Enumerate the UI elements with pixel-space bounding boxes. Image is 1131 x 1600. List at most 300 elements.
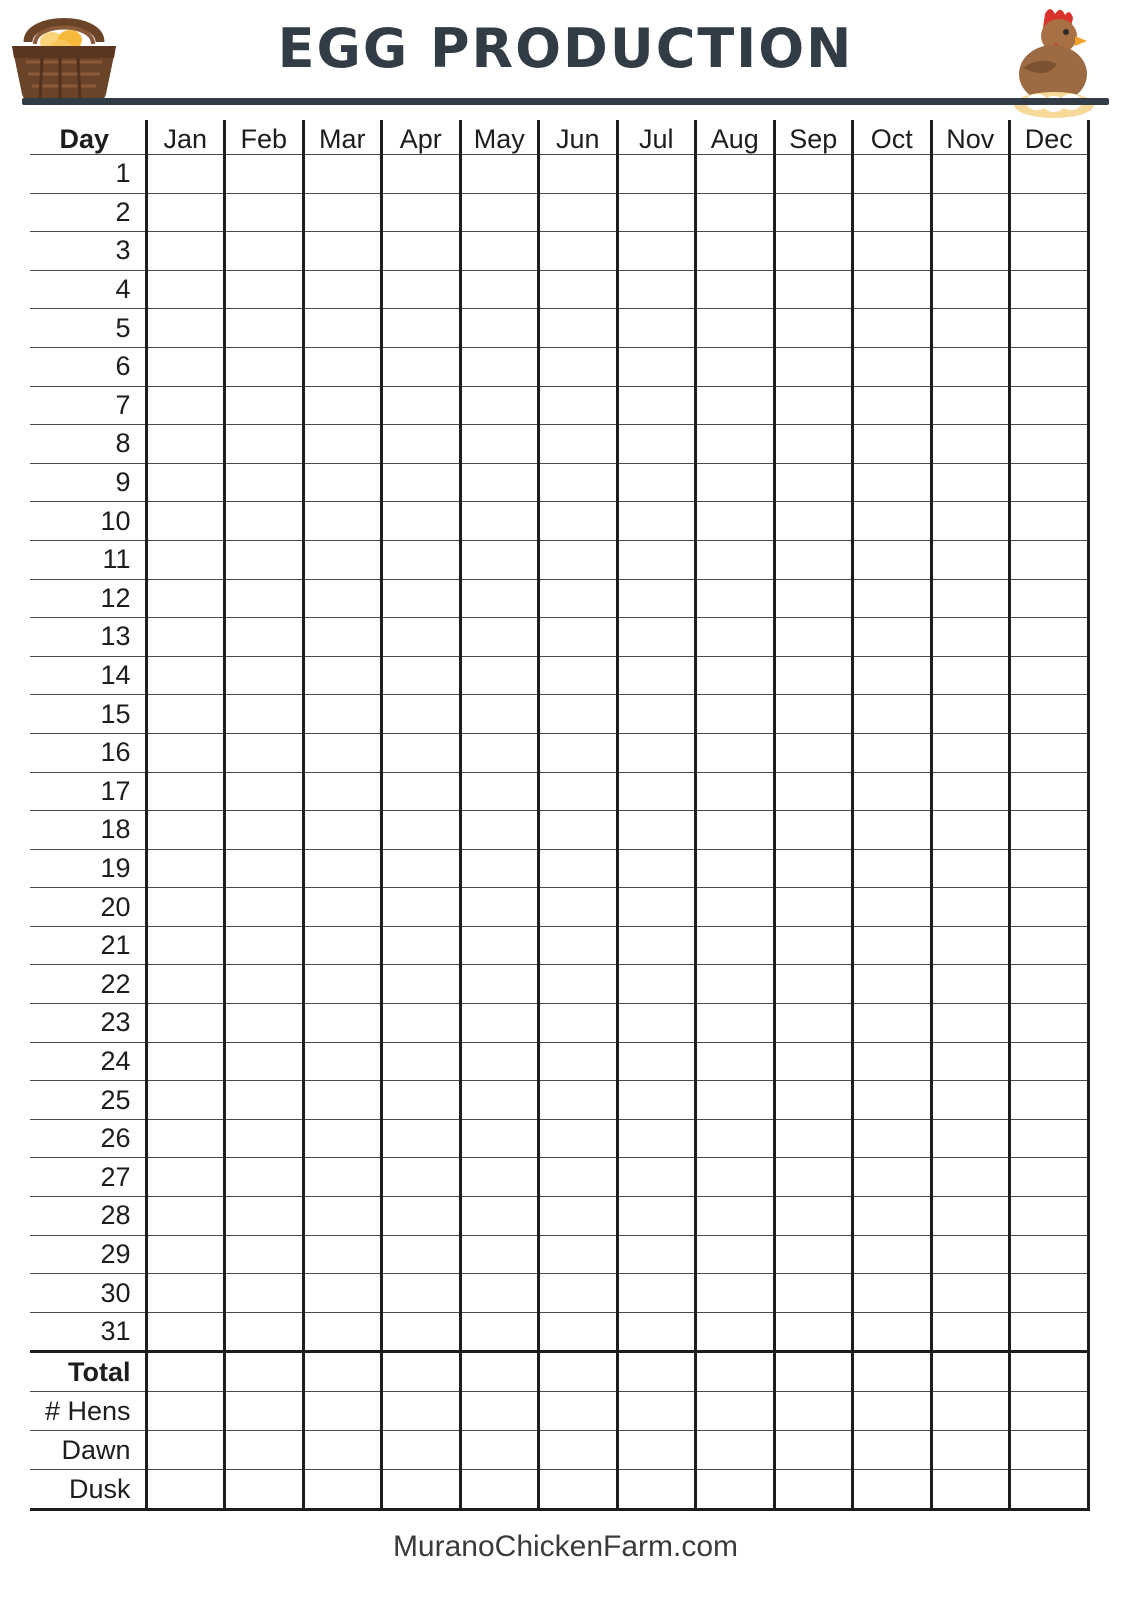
entry-cell-total-mar[interactable] bbox=[303, 1352, 382, 1392]
entry-cell-day-19-mar[interactable] bbox=[303, 849, 382, 888]
entry-cell-day-19-jul[interactable] bbox=[617, 849, 696, 888]
entry-cell-dawn-oct[interactable] bbox=[853, 1431, 932, 1470]
entry-cell-day-4-jun[interactable] bbox=[539, 270, 618, 309]
entry-cell-day-29-jul[interactable] bbox=[617, 1235, 696, 1274]
entry-cell-day-4-oct[interactable] bbox=[853, 270, 932, 309]
entry-cell-day-28-dec[interactable] bbox=[1010, 1197, 1089, 1236]
entry-cell-dusk-oct[interactable] bbox=[853, 1470, 932, 1510]
entry-cell-day-19-nov[interactable] bbox=[931, 849, 1010, 888]
entry-cell-day-12-feb[interactable] bbox=[225, 579, 304, 618]
entry-cell-day-27-mar[interactable] bbox=[303, 1158, 382, 1197]
entry-cell-dawn-jan[interactable] bbox=[146, 1431, 225, 1470]
entry-cell-day-25-oct[interactable] bbox=[853, 1081, 932, 1120]
entry-cell-day-23-sep[interactable] bbox=[774, 1004, 853, 1043]
entry-cell-day-12-apr[interactable] bbox=[382, 579, 461, 618]
entry-cell-day-7-apr[interactable] bbox=[382, 386, 461, 425]
entry-cell-day-30-nov[interactable] bbox=[931, 1274, 1010, 1313]
entry-cell-day-24-nov[interactable] bbox=[931, 1042, 1010, 1081]
entry-cell-day-8-jan[interactable] bbox=[146, 425, 225, 464]
entry-cell-day-19-jan[interactable] bbox=[146, 849, 225, 888]
entry-cell-total-nov[interactable] bbox=[931, 1352, 1010, 1392]
entry-cell-day-1-nov[interactable] bbox=[931, 155, 1010, 194]
entry-cell-day-16-jan[interactable] bbox=[146, 733, 225, 772]
entry-cell-day-27-aug[interactable] bbox=[696, 1158, 775, 1197]
entry-cell-day-9-aug[interactable] bbox=[696, 463, 775, 502]
entry-cell-day-24-may[interactable] bbox=[460, 1042, 539, 1081]
entry-cell-day-18-dec[interactable] bbox=[1010, 811, 1089, 850]
entry-cell-day-3-jun[interactable] bbox=[539, 232, 618, 271]
entry-cell-day-20-dec[interactable] bbox=[1010, 888, 1089, 927]
entry-cell-day-1-jul[interactable] bbox=[617, 155, 696, 194]
entry-cell-day-26-nov[interactable] bbox=[931, 1119, 1010, 1158]
entry-cell-day-4-may[interactable] bbox=[460, 270, 539, 309]
entry-cell-day-7-mar[interactable] bbox=[303, 386, 382, 425]
entry-cell-day-30-jul[interactable] bbox=[617, 1274, 696, 1313]
entry-cell-day-25-feb[interactable] bbox=[225, 1081, 304, 1120]
entry-cell-day-3-dec[interactable] bbox=[1010, 232, 1089, 271]
entry-cell-day-13-jul[interactable] bbox=[617, 618, 696, 657]
entry-cell-day-25-mar[interactable] bbox=[303, 1081, 382, 1120]
entry-cell-day-28-sep[interactable] bbox=[774, 1197, 853, 1236]
entry-cell-day-23-aug[interactable] bbox=[696, 1004, 775, 1043]
entry-cell-day-9-apr[interactable] bbox=[382, 463, 461, 502]
entry-cell-day-10-mar[interactable] bbox=[303, 502, 382, 541]
entry-cell-total-jun[interactable] bbox=[539, 1352, 618, 1392]
entry-cell-day-18-feb[interactable] bbox=[225, 811, 304, 850]
entry-cell-day-29-aug[interactable] bbox=[696, 1235, 775, 1274]
entry-cell-day-5-may[interactable] bbox=[460, 309, 539, 348]
entry-cell-day-25-nov[interactable] bbox=[931, 1081, 1010, 1120]
entry-cell-day-1-dec[interactable] bbox=[1010, 155, 1089, 194]
entry-cell-day-3-jul[interactable] bbox=[617, 232, 696, 271]
entry-cell-day-12-jun[interactable] bbox=[539, 579, 618, 618]
entry-cell-day-26-apr[interactable] bbox=[382, 1119, 461, 1158]
entry-cell-day-19-sep[interactable] bbox=[774, 849, 853, 888]
entry-cell-day-13-oct[interactable] bbox=[853, 618, 932, 657]
entry-cell-day-16-nov[interactable] bbox=[931, 733, 1010, 772]
entry-cell-day-2-nov[interactable] bbox=[931, 193, 1010, 232]
entry-cell-day-17-apr[interactable] bbox=[382, 772, 461, 811]
entry-cell-day-14-oct[interactable] bbox=[853, 656, 932, 695]
entry-cell-day-14-feb[interactable] bbox=[225, 656, 304, 695]
entry-cell-day-14-may[interactable] bbox=[460, 656, 539, 695]
entry-cell-day-18-oct[interactable] bbox=[853, 811, 932, 850]
entry-cell-day-7-oct[interactable] bbox=[853, 386, 932, 425]
entry-cell-day-6-apr[interactable] bbox=[382, 347, 461, 386]
entry-cell-day-2-jun[interactable] bbox=[539, 193, 618, 232]
entry-cell-day-10-aug[interactable] bbox=[696, 502, 775, 541]
entry-cell-dusk-mar[interactable] bbox=[303, 1470, 382, 1510]
entry-cell-day-23-feb[interactable] bbox=[225, 1004, 304, 1043]
entry-cell-day-2-apr[interactable] bbox=[382, 193, 461, 232]
entry-cell-day-13-may[interactable] bbox=[460, 618, 539, 657]
entry-cell-day-27-oct[interactable] bbox=[853, 1158, 932, 1197]
entry-cell-day-30-sep[interactable] bbox=[774, 1274, 853, 1313]
entry-cell-day-31-may[interactable] bbox=[460, 1312, 539, 1352]
entry-cell-day-3-apr[interactable] bbox=[382, 232, 461, 271]
entry-cell-day-4-mar[interactable] bbox=[303, 270, 382, 309]
entry-cell-day-6-jun[interactable] bbox=[539, 347, 618, 386]
entry-cell-day-14-mar[interactable] bbox=[303, 656, 382, 695]
entry-cell-hens-aug[interactable] bbox=[696, 1392, 775, 1431]
entry-cell-day-2-sep[interactable] bbox=[774, 193, 853, 232]
entry-cell-day-24-feb[interactable] bbox=[225, 1042, 304, 1081]
entry-cell-day-26-aug[interactable] bbox=[696, 1119, 775, 1158]
entry-cell-dusk-sep[interactable] bbox=[774, 1470, 853, 1510]
entry-cell-day-26-sep[interactable] bbox=[774, 1119, 853, 1158]
entry-cell-day-24-dec[interactable] bbox=[1010, 1042, 1089, 1081]
entry-cell-day-11-sep[interactable] bbox=[774, 540, 853, 579]
entry-cell-day-21-sep[interactable] bbox=[774, 926, 853, 965]
entry-cell-day-20-sep[interactable] bbox=[774, 888, 853, 927]
entry-cell-day-6-dec[interactable] bbox=[1010, 347, 1089, 386]
entry-cell-day-9-sep[interactable] bbox=[774, 463, 853, 502]
entry-cell-day-24-jun[interactable] bbox=[539, 1042, 618, 1081]
entry-cell-day-24-mar[interactable] bbox=[303, 1042, 382, 1081]
entry-cell-hens-may[interactable] bbox=[460, 1392, 539, 1431]
entry-cell-day-10-sep[interactable] bbox=[774, 502, 853, 541]
entry-cell-day-30-mar[interactable] bbox=[303, 1274, 382, 1313]
entry-cell-day-21-dec[interactable] bbox=[1010, 926, 1089, 965]
entry-cell-day-22-dec[interactable] bbox=[1010, 965, 1089, 1004]
entry-cell-dawn-jun[interactable] bbox=[539, 1431, 618, 1470]
entry-cell-day-26-jul[interactable] bbox=[617, 1119, 696, 1158]
entry-cell-day-31-mar[interactable] bbox=[303, 1312, 382, 1352]
entry-cell-day-12-nov[interactable] bbox=[931, 579, 1010, 618]
entry-cell-day-4-sep[interactable] bbox=[774, 270, 853, 309]
entry-cell-dusk-dec[interactable] bbox=[1010, 1470, 1089, 1510]
entry-cell-dawn-aug[interactable] bbox=[696, 1431, 775, 1470]
entry-cell-day-13-nov[interactable] bbox=[931, 618, 1010, 657]
entry-cell-day-25-dec[interactable] bbox=[1010, 1081, 1089, 1120]
entry-cell-day-24-oct[interactable] bbox=[853, 1042, 932, 1081]
entry-cell-day-25-jun[interactable] bbox=[539, 1081, 618, 1120]
entry-cell-day-10-jan[interactable] bbox=[146, 502, 225, 541]
entry-cell-day-27-dec[interactable] bbox=[1010, 1158, 1089, 1197]
entry-cell-day-1-jun[interactable] bbox=[539, 155, 618, 194]
entry-cell-day-31-jan[interactable] bbox=[146, 1312, 225, 1352]
entry-cell-day-22-jun[interactable] bbox=[539, 965, 618, 1004]
entry-cell-day-20-jul[interactable] bbox=[617, 888, 696, 927]
entry-cell-day-10-dec[interactable] bbox=[1010, 502, 1089, 541]
entry-cell-day-18-apr[interactable] bbox=[382, 811, 461, 850]
entry-cell-day-29-feb[interactable] bbox=[225, 1235, 304, 1274]
entry-cell-day-11-jan[interactable] bbox=[146, 540, 225, 579]
entry-cell-day-9-jun[interactable] bbox=[539, 463, 618, 502]
entry-cell-day-9-oct[interactable] bbox=[853, 463, 932, 502]
entry-cell-day-18-jul[interactable] bbox=[617, 811, 696, 850]
entry-cell-day-11-jun[interactable] bbox=[539, 540, 618, 579]
entry-cell-day-1-may[interactable] bbox=[460, 155, 539, 194]
entry-cell-day-17-oct[interactable] bbox=[853, 772, 932, 811]
entry-cell-day-9-nov[interactable] bbox=[931, 463, 1010, 502]
entry-cell-day-8-dec[interactable] bbox=[1010, 425, 1089, 464]
entry-cell-day-27-jul[interactable] bbox=[617, 1158, 696, 1197]
entry-cell-day-1-feb[interactable] bbox=[225, 155, 304, 194]
entry-cell-day-14-apr[interactable] bbox=[382, 656, 461, 695]
entry-cell-day-17-sep[interactable] bbox=[774, 772, 853, 811]
entry-cell-day-21-mar[interactable] bbox=[303, 926, 382, 965]
entry-cell-day-7-jul[interactable] bbox=[617, 386, 696, 425]
entry-cell-day-7-may[interactable] bbox=[460, 386, 539, 425]
entry-cell-day-14-dec[interactable] bbox=[1010, 656, 1089, 695]
entry-cell-day-18-jun[interactable] bbox=[539, 811, 618, 850]
entry-cell-day-27-feb[interactable] bbox=[225, 1158, 304, 1197]
entry-cell-day-16-may[interactable] bbox=[460, 733, 539, 772]
entry-cell-day-16-apr[interactable] bbox=[382, 733, 461, 772]
entry-cell-day-11-mar[interactable] bbox=[303, 540, 382, 579]
entry-cell-day-6-jan[interactable] bbox=[146, 347, 225, 386]
entry-cell-day-28-mar[interactable] bbox=[303, 1197, 382, 1236]
entry-cell-day-19-jun[interactable] bbox=[539, 849, 618, 888]
entry-cell-day-20-jun[interactable] bbox=[539, 888, 618, 927]
entry-cell-dusk-apr[interactable] bbox=[382, 1470, 461, 1510]
entry-cell-day-7-dec[interactable] bbox=[1010, 386, 1089, 425]
entry-cell-day-19-aug[interactable] bbox=[696, 849, 775, 888]
entry-cell-day-17-jan[interactable] bbox=[146, 772, 225, 811]
entry-cell-hens-nov[interactable] bbox=[931, 1392, 1010, 1431]
entry-cell-day-19-oct[interactable] bbox=[853, 849, 932, 888]
entry-cell-day-12-may[interactable] bbox=[460, 579, 539, 618]
entry-cell-day-5-jul[interactable] bbox=[617, 309, 696, 348]
entry-cell-hens-jan[interactable] bbox=[146, 1392, 225, 1431]
entry-cell-day-16-dec[interactable] bbox=[1010, 733, 1089, 772]
entry-cell-day-15-jul[interactable] bbox=[617, 695, 696, 734]
entry-cell-day-4-nov[interactable] bbox=[931, 270, 1010, 309]
entry-cell-day-16-mar[interactable] bbox=[303, 733, 382, 772]
entry-cell-day-25-aug[interactable] bbox=[696, 1081, 775, 1120]
entry-cell-day-2-jan[interactable] bbox=[146, 193, 225, 232]
entry-cell-total-sep[interactable] bbox=[774, 1352, 853, 1392]
entry-cell-dawn-dec[interactable] bbox=[1010, 1431, 1089, 1470]
entry-cell-day-1-apr[interactable] bbox=[382, 155, 461, 194]
entry-cell-day-15-jan[interactable] bbox=[146, 695, 225, 734]
entry-cell-day-5-jun[interactable] bbox=[539, 309, 618, 348]
entry-cell-day-6-oct[interactable] bbox=[853, 347, 932, 386]
entry-cell-day-2-aug[interactable] bbox=[696, 193, 775, 232]
entry-cell-day-24-jan[interactable] bbox=[146, 1042, 225, 1081]
entry-cell-day-17-feb[interactable] bbox=[225, 772, 304, 811]
entry-cell-day-7-feb[interactable] bbox=[225, 386, 304, 425]
entry-cell-day-7-nov[interactable] bbox=[931, 386, 1010, 425]
entry-cell-day-21-oct[interactable] bbox=[853, 926, 932, 965]
entry-cell-day-3-mar[interactable] bbox=[303, 232, 382, 271]
entry-cell-day-12-jul[interactable] bbox=[617, 579, 696, 618]
entry-cell-day-15-jun[interactable] bbox=[539, 695, 618, 734]
entry-cell-day-18-aug[interactable] bbox=[696, 811, 775, 850]
entry-cell-day-8-may[interactable] bbox=[460, 425, 539, 464]
entry-cell-day-23-may[interactable] bbox=[460, 1004, 539, 1043]
entry-cell-day-28-nov[interactable] bbox=[931, 1197, 1010, 1236]
entry-cell-day-9-mar[interactable] bbox=[303, 463, 382, 502]
entry-cell-hens-sep[interactable] bbox=[774, 1392, 853, 1431]
entry-cell-day-20-feb[interactable] bbox=[225, 888, 304, 927]
entry-cell-day-19-dec[interactable] bbox=[1010, 849, 1089, 888]
entry-cell-day-5-sep[interactable] bbox=[774, 309, 853, 348]
entry-cell-day-12-oct[interactable] bbox=[853, 579, 932, 618]
entry-cell-day-15-dec[interactable] bbox=[1010, 695, 1089, 734]
entry-cell-total-apr[interactable] bbox=[382, 1352, 461, 1392]
entry-cell-day-28-aug[interactable] bbox=[696, 1197, 775, 1236]
entry-cell-day-21-aug[interactable] bbox=[696, 926, 775, 965]
entry-cell-day-16-oct[interactable] bbox=[853, 733, 932, 772]
entry-cell-day-1-aug[interactable] bbox=[696, 155, 775, 194]
entry-cell-day-24-apr[interactable] bbox=[382, 1042, 461, 1081]
entry-cell-day-26-oct[interactable] bbox=[853, 1119, 932, 1158]
entry-cell-day-1-jan[interactable] bbox=[146, 155, 225, 194]
entry-cell-day-18-nov[interactable] bbox=[931, 811, 1010, 850]
entry-cell-day-8-sep[interactable] bbox=[774, 425, 853, 464]
entry-cell-day-12-sep[interactable] bbox=[774, 579, 853, 618]
entry-cell-day-20-nov[interactable] bbox=[931, 888, 1010, 927]
entry-cell-day-17-jun[interactable] bbox=[539, 772, 618, 811]
entry-cell-day-22-nov[interactable] bbox=[931, 965, 1010, 1004]
entry-cell-day-11-aug[interactable] bbox=[696, 540, 775, 579]
entry-cell-day-15-oct[interactable] bbox=[853, 695, 932, 734]
entry-cell-day-27-jun[interactable] bbox=[539, 1158, 618, 1197]
entry-cell-day-19-may[interactable] bbox=[460, 849, 539, 888]
entry-cell-day-22-mar[interactable] bbox=[303, 965, 382, 1004]
entry-cell-day-4-jul[interactable] bbox=[617, 270, 696, 309]
entry-cell-day-13-apr[interactable] bbox=[382, 618, 461, 657]
entry-cell-dusk-jun[interactable] bbox=[539, 1470, 618, 1510]
entry-cell-day-30-jun[interactable] bbox=[539, 1274, 618, 1313]
entry-cell-day-12-aug[interactable] bbox=[696, 579, 775, 618]
entry-cell-day-30-apr[interactable] bbox=[382, 1274, 461, 1313]
entry-cell-day-27-may[interactable] bbox=[460, 1158, 539, 1197]
entry-cell-day-31-nov[interactable] bbox=[931, 1312, 1010, 1352]
entry-cell-dawn-nov[interactable] bbox=[931, 1431, 1010, 1470]
entry-cell-day-9-dec[interactable] bbox=[1010, 463, 1089, 502]
entry-cell-day-23-jul[interactable] bbox=[617, 1004, 696, 1043]
entry-cell-day-31-feb[interactable] bbox=[225, 1312, 304, 1352]
entry-cell-day-28-oct[interactable] bbox=[853, 1197, 932, 1236]
entry-cell-day-6-feb[interactable] bbox=[225, 347, 304, 386]
entry-cell-day-10-feb[interactable] bbox=[225, 502, 304, 541]
entry-cell-day-5-nov[interactable] bbox=[931, 309, 1010, 348]
entry-cell-day-31-oct[interactable] bbox=[853, 1312, 932, 1352]
entry-cell-dusk-feb[interactable] bbox=[225, 1470, 304, 1510]
entry-cell-day-1-mar[interactable] bbox=[303, 155, 382, 194]
entry-cell-day-8-oct[interactable] bbox=[853, 425, 932, 464]
entry-cell-day-20-aug[interactable] bbox=[696, 888, 775, 927]
entry-cell-day-31-jul[interactable] bbox=[617, 1312, 696, 1352]
entry-cell-day-8-apr[interactable] bbox=[382, 425, 461, 464]
entry-cell-day-17-jul[interactable] bbox=[617, 772, 696, 811]
entry-cell-day-23-oct[interactable] bbox=[853, 1004, 932, 1043]
entry-cell-day-31-aug[interactable] bbox=[696, 1312, 775, 1352]
entry-cell-day-30-aug[interactable] bbox=[696, 1274, 775, 1313]
entry-cell-dusk-jan[interactable] bbox=[146, 1470, 225, 1510]
entry-cell-day-29-sep[interactable] bbox=[774, 1235, 853, 1274]
entry-cell-day-8-mar[interactable] bbox=[303, 425, 382, 464]
entry-cell-day-30-dec[interactable] bbox=[1010, 1274, 1089, 1313]
entry-cell-day-28-jan[interactable] bbox=[146, 1197, 225, 1236]
entry-cell-day-15-aug[interactable] bbox=[696, 695, 775, 734]
entry-cell-day-11-apr[interactable] bbox=[382, 540, 461, 579]
entry-cell-total-feb[interactable] bbox=[225, 1352, 304, 1392]
entry-cell-day-21-jun[interactable] bbox=[539, 926, 618, 965]
entry-cell-day-20-oct[interactable] bbox=[853, 888, 932, 927]
entry-cell-day-22-oct[interactable] bbox=[853, 965, 932, 1004]
entry-cell-day-27-jan[interactable] bbox=[146, 1158, 225, 1197]
entry-cell-day-23-nov[interactable] bbox=[931, 1004, 1010, 1043]
entry-cell-dusk-nov[interactable] bbox=[931, 1470, 1010, 1510]
entry-cell-total-jan[interactable] bbox=[146, 1352, 225, 1392]
entry-cell-day-31-sep[interactable] bbox=[774, 1312, 853, 1352]
entry-cell-day-28-may[interactable] bbox=[460, 1197, 539, 1236]
entry-cell-day-9-jul[interactable] bbox=[617, 463, 696, 502]
entry-cell-day-29-may[interactable] bbox=[460, 1235, 539, 1274]
entry-cell-day-10-may[interactable] bbox=[460, 502, 539, 541]
entry-cell-day-4-jan[interactable] bbox=[146, 270, 225, 309]
entry-cell-day-16-aug[interactable] bbox=[696, 733, 775, 772]
entry-cell-day-24-jul[interactable] bbox=[617, 1042, 696, 1081]
entry-cell-day-5-mar[interactable] bbox=[303, 309, 382, 348]
entry-cell-day-16-jun[interactable] bbox=[539, 733, 618, 772]
entry-cell-day-8-jul[interactable] bbox=[617, 425, 696, 464]
entry-cell-day-13-dec[interactable] bbox=[1010, 618, 1089, 657]
entry-cell-day-28-jul[interactable] bbox=[617, 1197, 696, 1236]
entry-cell-day-29-jun[interactable] bbox=[539, 1235, 618, 1274]
entry-cell-day-4-dec[interactable] bbox=[1010, 270, 1089, 309]
entry-cell-day-8-aug[interactable] bbox=[696, 425, 775, 464]
entry-cell-day-5-oct[interactable] bbox=[853, 309, 932, 348]
entry-cell-day-11-dec[interactable] bbox=[1010, 540, 1089, 579]
entry-cell-day-4-apr[interactable] bbox=[382, 270, 461, 309]
entry-cell-day-3-aug[interactable] bbox=[696, 232, 775, 271]
entry-cell-total-oct[interactable] bbox=[853, 1352, 932, 1392]
entry-cell-day-13-jan[interactable] bbox=[146, 618, 225, 657]
entry-cell-day-13-mar[interactable] bbox=[303, 618, 382, 657]
entry-cell-day-15-nov[interactable] bbox=[931, 695, 1010, 734]
entry-cell-day-21-nov[interactable] bbox=[931, 926, 1010, 965]
entry-cell-day-24-aug[interactable] bbox=[696, 1042, 775, 1081]
entry-cell-day-6-nov[interactable] bbox=[931, 347, 1010, 386]
entry-cell-day-12-jan[interactable] bbox=[146, 579, 225, 618]
entry-cell-day-9-feb[interactable] bbox=[225, 463, 304, 502]
entry-cell-day-15-sep[interactable] bbox=[774, 695, 853, 734]
entry-cell-day-13-feb[interactable] bbox=[225, 618, 304, 657]
entry-cell-day-3-sep[interactable] bbox=[774, 232, 853, 271]
entry-cell-day-27-apr[interactable] bbox=[382, 1158, 461, 1197]
entry-cell-hens-apr[interactable] bbox=[382, 1392, 461, 1431]
entry-cell-dusk-may[interactable] bbox=[460, 1470, 539, 1510]
entry-cell-day-5-feb[interactable] bbox=[225, 309, 304, 348]
entry-cell-day-29-nov[interactable] bbox=[931, 1235, 1010, 1274]
entry-cell-day-13-sep[interactable] bbox=[774, 618, 853, 657]
entry-cell-day-11-jul[interactable] bbox=[617, 540, 696, 579]
entry-cell-day-30-oct[interactable] bbox=[853, 1274, 932, 1313]
entry-cell-day-14-jan[interactable] bbox=[146, 656, 225, 695]
entry-cell-day-8-nov[interactable] bbox=[931, 425, 1010, 464]
entry-cell-day-28-feb[interactable] bbox=[225, 1197, 304, 1236]
entry-cell-day-9-jan[interactable] bbox=[146, 463, 225, 502]
entry-cell-dusk-aug[interactable] bbox=[696, 1470, 775, 1510]
entry-cell-day-14-jun[interactable] bbox=[539, 656, 618, 695]
entry-cell-day-5-dec[interactable] bbox=[1010, 309, 1089, 348]
entry-cell-day-25-jul[interactable] bbox=[617, 1081, 696, 1120]
entry-cell-hens-jun[interactable] bbox=[539, 1392, 618, 1431]
entry-cell-hens-dec[interactable] bbox=[1010, 1392, 1089, 1431]
entry-cell-day-11-may[interactable] bbox=[460, 540, 539, 579]
entry-cell-day-5-aug[interactable] bbox=[696, 309, 775, 348]
entry-cell-day-6-sep[interactable] bbox=[774, 347, 853, 386]
entry-cell-day-5-apr[interactable] bbox=[382, 309, 461, 348]
entry-cell-day-26-may[interactable] bbox=[460, 1119, 539, 1158]
entry-cell-day-26-jan[interactable] bbox=[146, 1119, 225, 1158]
entry-cell-day-23-jun[interactable] bbox=[539, 1004, 618, 1043]
